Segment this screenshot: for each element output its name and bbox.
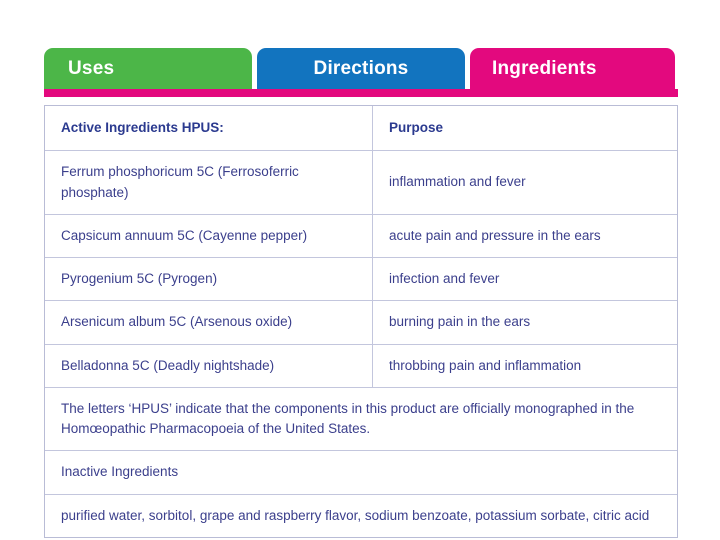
inactive-list-row (45, 494, 677, 537)
ingredient-name: Arsenicum album 5C (Arsenous oxide) (45, 301, 373, 344)
table-row (45, 344, 677, 387)
ingredient-name: Pyrogenium 5C (Pyrogen) (45, 258, 373, 301)
hpus-note: The letters ‘HPUS’ indicate that the components in this product are officially monographed in the Homœopathic Pharmacopoeia of the United States. (45, 387, 677, 451)
table-row (45, 258, 677, 301)
tab-directions[interactable] (257, 48, 465, 89)
header-active-ingredients: Active Ingredients HPUS: (45, 106, 373, 151)
active-tab-underline (44, 89, 678, 97)
tab-uses[interactable] (44, 48, 252, 89)
ingredient-purpose: burning pain in the ears (373, 301, 677, 344)
tab-directions-label: Directions (313, 57, 409, 79)
table-row (45, 214, 677, 257)
ingredients-table-container (44, 105, 678, 538)
ingredient-purpose: infection and fever (373, 258, 677, 301)
tab-ingredients[interactable] (470, 48, 675, 89)
inactive-ingredients-heading: Inactive Ingredients (45, 451, 677, 494)
ingredient-purpose: acute pain and pressure in the ears (373, 214, 677, 257)
ingredient-name: Ferrum phosphoricum 5C (Ferrosoferric phosphate) (45, 151, 373, 215)
table-row (45, 301, 677, 344)
inactive-heading-row (45, 451, 677, 494)
tab-bar (44, 48, 678, 89)
inactive-ingredients-list: purified water, sorbitol, grape and raspberry flavor, sodium benzoate, potassium sorbate, citric acid (61, 507, 650, 523)
ingredient-purpose: inflammation and fever (373, 151, 677, 215)
tab-ingredients-label: Ingredients (492, 57, 597, 79)
table-header-row (45, 106, 677, 151)
table-row (45, 151, 677, 215)
hpus-note-row (45, 387, 677, 451)
ingredient-name: Capsicum annuum 5C (Cayenne pepper) (45, 214, 373, 257)
header-purpose: Purpose (373, 106, 677, 151)
tab-uses-label: Uses (68, 57, 115, 79)
ingredient-purpose: throbbing pain and inflammation (373, 344, 677, 387)
ingredients-table (45, 106, 677, 537)
ingredient-name: Belladonna 5C (Deadly nightshade) (45, 344, 373, 387)
